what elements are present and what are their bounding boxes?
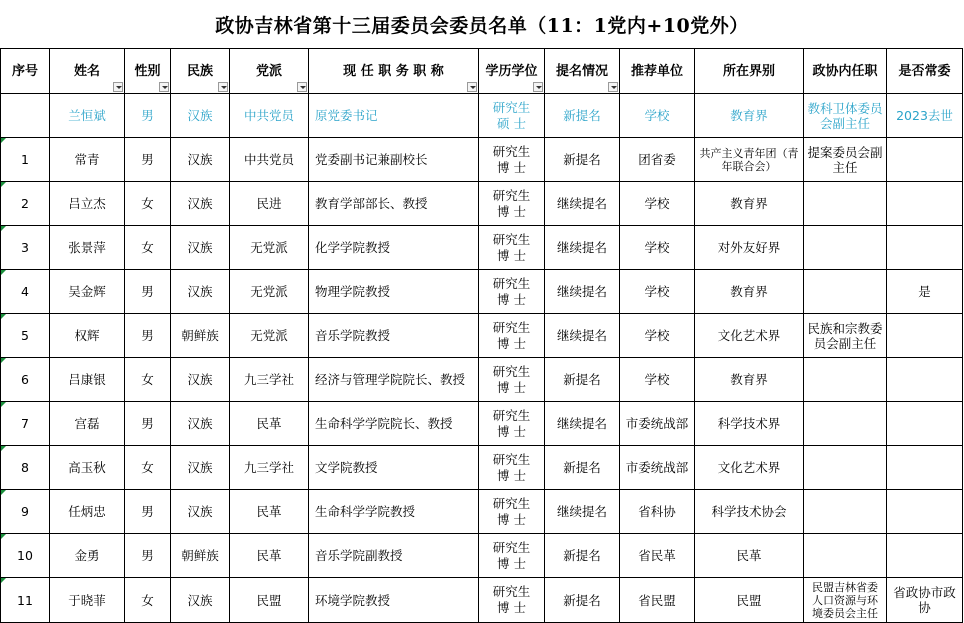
cell-ethnicity[interactable]: 汉族 [171,358,230,402]
comment-marker-icon [1,578,6,583]
header-education: 学历学位 [479,49,545,94]
cell-education[interactable]: 研究生 博 士 [479,534,545,578]
cell-party[interactable]: 民革 [230,490,309,534]
cell-ethnicity[interactable]: 汉族 [171,138,230,182]
cell-standing[interactable] [887,446,963,490]
table-row [1,402,963,446]
cell-party[interactable]: 民革 [230,402,309,446]
cell-gender[interactable]: 女 [125,358,171,402]
cell-nomination[interactable]: 继续提名 [545,402,620,446]
cell-education[interactable]: 研究生 博 士 [479,358,545,402]
table-row [1,578,963,623]
cell-standing[interactable] [887,138,963,182]
cell-standing[interactable]: 省政协市政协 [887,578,963,623]
cell-name[interactable]: 权辉 [50,314,125,358]
cell-gender[interactable]: 男 [125,138,171,182]
cell-recommender[interactable]: 省民革 [620,534,695,578]
cell-recommender[interactable]: 学校 [620,358,695,402]
comment-marker-icon [1,402,6,407]
cell-recommender[interactable]: 学校 [620,314,695,358]
cell-sector[interactable]: 对外友好界 [695,226,804,270]
cell-party[interactable]: 无党派 [230,270,309,314]
cell-education[interactable]: 研究生 博 士 [479,446,545,490]
header-ethnicity: 民族 [171,49,230,94]
cell-sector[interactable]: 科学技术界 [695,402,804,446]
cell-ethnicity[interactable]: 朝鲜族 [171,314,230,358]
cell-recommender[interactable]: 市委统战部 [620,446,695,490]
cell-no[interactable]: 11 [1,578,50,623]
cell-sector[interactable]: 教育界 [695,358,804,402]
cell-gender[interactable]: 男 [125,402,171,446]
table-row [1,182,963,226]
header-standing: 是否常委 [887,49,963,94]
cell-position[interactable]: 化学学院教授 [309,226,479,270]
cell-nomination[interactable]: 继续提名 [545,226,620,270]
header-gender: 性别 [125,49,171,94]
cell-standing[interactable] [887,534,963,578]
cell-party[interactable]: 民进 [230,182,309,226]
cell-nomination[interactable]: 继续提名 [545,182,620,226]
reference-row [1,94,963,138]
table-row [1,534,963,578]
cell-no[interactable]: 7 [1,402,50,446]
filter-dropdown-icon[interactable] [533,82,543,92]
header-sector: 所在界别 [695,49,804,94]
cell-standing[interactable] [887,226,963,270]
cell-name[interactable]: 高玉秋 [50,446,125,490]
cell-standing[interactable] [887,358,963,402]
cell-sector[interactable]: 教育界 [695,182,804,226]
cell-sector[interactable]: 文化艺术界 [695,446,804,490]
cell-position[interactable]: 经济与管理学院院长、教授 [309,358,479,402]
cell-position[interactable]: 环境学院教授 [309,578,479,623]
cell-standing[interactable] [887,182,963,226]
header-cppcc-role: 政协内任职 [804,49,887,94]
cell-sector[interactable]: 文化艺术界 [695,314,804,358]
cell-gender[interactable]: 女 [125,446,171,490]
cell-ethnicity[interactable]: 汉族 [171,578,230,623]
cell-ethnicity[interactable]: 汉族 [171,182,230,226]
cell-education[interactable]: 研究生 博 士 [479,314,545,358]
cell-no[interactable]: 9 [1,490,50,534]
cell-recommender[interactable]: 省科协 [620,490,695,534]
cell-position[interactable]: 党委副书记兼副校长 [309,138,479,182]
cell-recommender[interactable]: 市委统战部 [620,402,695,446]
cell-standing[interactable] [887,314,963,358]
cell-ethnicity[interactable]: 汉族 [171,270,230,314]
cell-no[interactable]: 2 [1,182,50,226]
filter-dropdown-icon[interactable] [218,82,228,92]
cell-no[interactable]: 4 [1,270,50,314]
cell-no[interactable]: 10 [1,534,50,578]
cell-gender[interactable]: 女 [125,578,171,623]
cell-recommender[interactable]: 学校 [620,226,695,270]
cell-name[interactable]: 于晓菲 [50,578,125,623]
cell-nomination[interactable]: 新提名 [545,138,620,182]
cell-sector[interactable]: 共产主义青年团（青年联合会） [695,138,804,182]
cell-position[interactable]: 教育学部部长、教授 [309,182,479,226]
cell-ethnicity[interactable]: 汉族 [171,490,230,534]
cell-nomination[interactable]: 新提名 [545,94,620,138]
cell-position[interactable]: 生命科学学院院长、教授 [309,402,479,446]
filter-dropdown-icon[interactable] [113,82,123,92]
cell-education[interactable]: 研究生 博 士 [479,226,545,270]
cell-name[interactable]: 张景萍 [50,226,125,270]
sheet-title: 政协吉林省第十三届委员会委员名单（11：1党内+10党外） [215,14,749,37]
cell-no[interactable]: 3 [1,226,50,270]
cell-party[interactable]: 无党派 [230,314,309,358]
cell-party[interactable]: 九三学社 [230,446,309,490]
filter-dropdown-icon[interactable] [159,82,169,92]
cell-ethnicity[interactable]: 汉族 [171,94,230,138]
comment-marker-icon [1,490,6,495]
cell-nomination[interactable]: 继续提名 [545,314,620,358]
cell-position[interactable]: 原党委书记 [309,94,479,138]
cell-party[interactable]: 民革 [230,534,309,578]
cell-party[interactable]: 无党派 [230,226,309,270]
table-row [1,138,963,182]
cell-nomination[interactable]: 继续提名 [545,490,620,534]
cell-name[interactable]: 任炳忠 [50,490,125,534]
comment-marker-icon [1,446,6,451]
cell-nomination[interactable]: 新提名 [545,578,620,623]
cell-position[interactable]: 文学院教授 [309,446,479,490]
cell-name[interactable]: 常青 [50,138,125,182]
cell-sector[interactable]: 科学技术协会 [695,490,804,534]
table-row [1,226,963,270]
cell-nomination[interactable]: 新提名 [545,446,620,490]
cell-recommender[interactable]: 团省委 [620,138,695,182]
cell-education[interactable]: 研究生 博 士 [479,490,545,534]
cell-party[interactable]: 中共党员 [230,94,309,138]
header-name: 姓名 [50,49,125,94]
cell-cppcc-role[interactable] [804,270,887,314]
cell-cppcc-role[interactable] [804,446,887,490]
cell-no[interactable]: 8 [1,446,50,490]
cell-sector[interactable]: 民革 [695,534,804,578]
cell-no[interactable]: 1 [1,138,50,182]
member-table [0,48,963,623]
table-row [1,270,963,314]
cell-education[interactable]: 研究生 博 士 [479,182,545,226]
header-no: 序号 [1,49,50,94]
cell-recommender[interactable]: 学校 [620,270,695,314]
cell-nomination[interactable]: 新提名 [545,534,620,578]
cell-standing[interactable] [887,490,963,534]
cell-name[interactable]: 吕康银 [50,358,125,402]
cell-education[interactable]: 研究生 博 士 [479,138,545,182]
cell-ethnicity[interactable]: 汉族 [171,446,230,490]
cell-gender[interactable]: 女 [125,226,171,270]
comment-marker-icon [1,270,6,275]
comment-marker-icon [1,534,6,539]
comment-marker-icon [1,138,6,143]
cell-position[interactable]: 音乐学院副教授 [309,534,479,578]
cell-ethnicity[interactable]: 汉族 [171,402,230,446]
cell-ethnicity[interactable]: 汉族 [171,226,230,270]
cell-no[interactable] [1,94,50,138]
cell-cppcc-role[interactable]: 民族和宗教委员会副主任 [804,314,887,358]
table-row [1,314,963,358]
table-row [1,358,963,402]
filter-dropdown-icon[interactable] [467,82,477,92]
comment-marker-icon [1,314,6,319]
cell-gender[interactable]: 男 [125,94,171,138]
cell-recommender[interactable]: 学校 [620,94,695,138]
cell-party[interactable]: 中共党员 [230,138,309,182]
cell-position[interactable]: 音乐学院教授 [309,314,479,358]
cell-gender[interactable]: 男 [125,534,171,578]
cell-sector[interactable]: 教育界 [695,94,804,138]
cell-position[interactable]: 物理学院教授 [309,270,479,314]
header-recommender: 推荐单位 [620,49,695,94]
cell-education[interactable]: 研究生 博 士 [479,270,545,314]
cell-education[interactable]: 研究生 博 士 [479,402,545,446]
comment-marker-icon [1,182,6,187]
cell-cppcc-role[interactable] [804,226,887,270]
cell-party[interactable]: 九三学社 [230,358,309,402]
cell-education[interactable]: 研究生 硕 士 [479,94,545,138]
cell-education[interactable]: 研究生 博 士 [479,578,545,623]
cell-sector[interactable]: 民盟 [695,578,804,623]
table-row [1,446,963,490]
filter-dropdown-icon[interactable] [608,82,618,92]
header-position: 现 任 职 务 职 称 [309,49,479,94]
cell-nomination[interactable]: 新提名 [545,358,620,402]
cell-cppcc-role[interactable]: 提案委员会副主任 [804,138,887,182]
header-row [1,49,963,94]
cell-name[interactable]: 吕立杰 [50,182,125,226]
cell-cppcc-role[interactable] [804,534,887,578]
cell-no[interactable]: 5 [1,314,50,358]
header-party: 党派 [230,49,309,94]
cell-ethnicity[interactable]: 朝鲜族 [171,534,230,578]
cell-standing[interactable] [887,402,963,446]
cell-cppcc-role[interactable] [804,182,887,226]
cell-name[interactable]: 吴金辉 [50,270,125,314]
cell-name[interactable]: 兰恒斌 [50,94,125,138]
cell-sector[interactable]: 教育界 [695,270,804,314]
filter-dropdown-icon[interactable] [297,82,307,92]
cell-recommender[interactable]: 省民盟 [620,578,695,623]
comment-marker-icon [1,226,6,231]
cell-recommender[interactable]: 学校 [620,182,695,226]
cell-name[interactable]: 金勇 [50,534,125,578]
cell-party[interactable]: 民盟 [230,578,309,623]
cell-nomination[interactable]: 继续提名 [545,270,620,314]
cell-gender[interactable]: 男 [125,314,171,358]
cell-no[interactable]: 6 [1,358,50,402]
cell-cppcc-role[interactable] [804,490,887,534]
cell-gender[interactable]: 男 [125,270,171,314]
cell-gender[interactable]: 女 [125,182,171,226]
comment-marker-icon [1,358,6,363]
cell-cppcc-role[interactable] [804,402,887,446]
cell-cppcc-role[interactable]: 教科卫体委员会副主任 [804,94,887,138]
cell-standing[interactable]: 2023去世 [887,94,963,138]
cell-cppcc-role[interactable] [804,358,887,402]
cell-name[interactable]: 宫磊 [50,402,125,446]
table-row [1,490,963,534]
cell-position[interactable]: 生命科学学院教授 [309,490,479,534]
header-nomination: 提名情况 [545,49,620,94]
cell-cppcc-role[interactable]: 民盟吉林省委人口资源与环境委员会主任 [804,578,887,623]
cell-gender[interactable]: 男 [125,490,171,534]
cell-standing[interactable]: 是 [887,270,963,314]
